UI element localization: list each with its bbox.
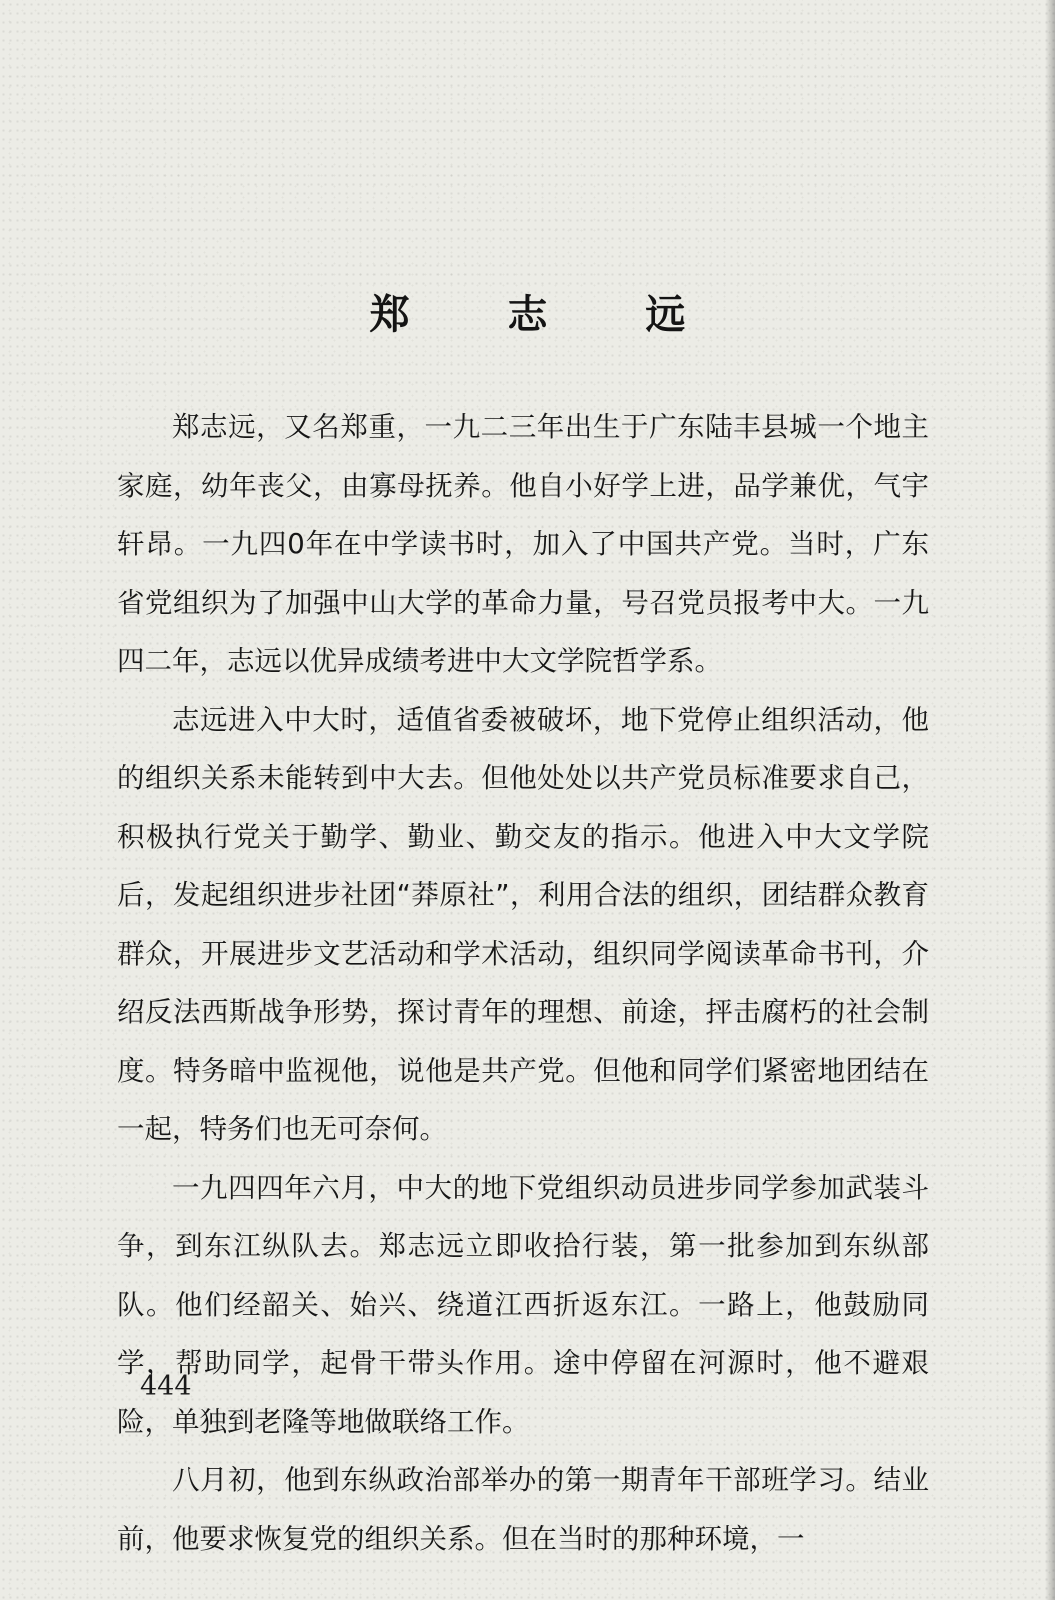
paragraph-1: 郑志远，又名郑重，一九二三年出生于广东陆丰县城一个地主家庭，幼年丧父，由寡母抚养。他自小好学上进，品学兼优，气宇轩昂。一九四0年在中学读书时，加入了中国共产党。当时，广东省党组织为了加强中山大学的革命力量，号召党员报考中大。一九四二年，志远以优异成绩考进中大文学院哲学系。 <box>117 411 929 677</box>
paragraph-2: 志远进入中大时，适值省委被破坏，地下党停止组织活动，他的组织关系未能转到中大去。但他处处以共产党员标准要求自己，积极执行党关于勤学、勤业、勤交友的指示。他进入中大文学院后，发起组织进步社团“莽原社”，利用合法的组织，团结群众教育群众，开展进步文艺活动和学术活动，组织同学阅读革命书刊，介绍反法西斯战争形势，探讨青年的理想、前途，抨击腐朽的社会制度。特务暗中监视他，说他是共产党。但他和同学们紧密地团结在一起，特务们也无可奈何。 <box>117 703 929 1145</box>
page-number: 444 <box>140 1371 192 1402</box>
page-edge-shadow <box>1045 0 1055 1600</box>
paragraph-3: 一九四四年六月，中大的地下党组织动员进步同学参加武装斗争，到东江纵队去。郑志远立即收拾行装，第一批参加到东纵部队。他们经韶关、始兴、绕道江西折返东江。一路上，他鼓励同学，帮助同学，起骨干带头作用。途中停留在河源时，他不避艰险，单独到老隆等地做联络工作。 <box>117 1171 929 1438</box>
chapter-title: 郑 志 远 <box>369 292 728 338</box>
paragraph-4: 八月初，他到东纵政治部举办的第一期青年干部班学习。结业前，他要求恢复党的组织关系。但在当时的那种环境，一 <box>117 1464 929 1555</box>
body-text <box>117 398 929 1568</box>
